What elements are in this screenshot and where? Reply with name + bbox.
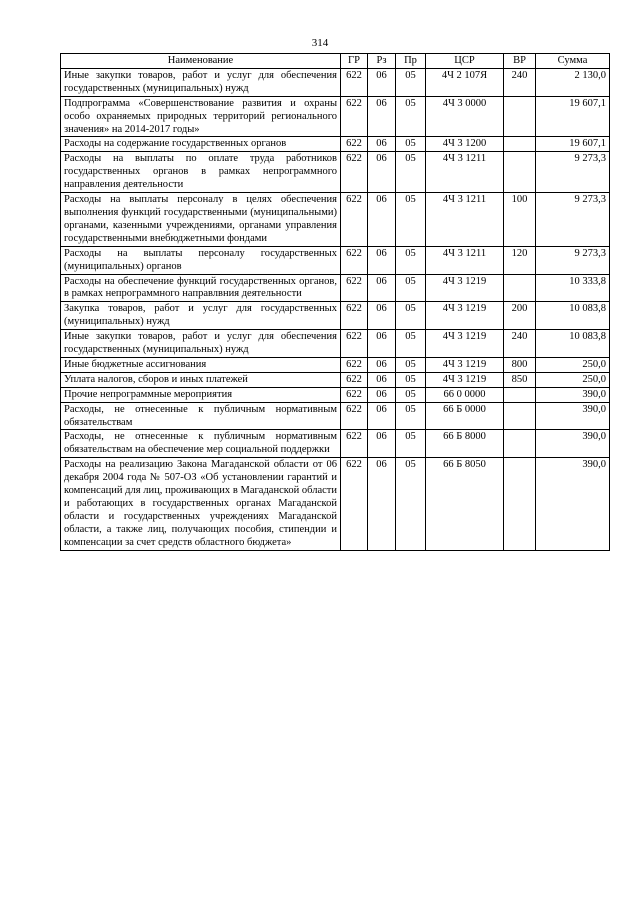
cell-rz: 06 <box>368 193 396 247</box>
cell-name: Прочие непрограммные мероприятия <box>61 387 341 402</box>
cell-csr: 4Ч 3 0000 <box>426 96 504 137</box>
cell-rz: 06 <box>368 152 396 193</box>
cell-rz: 06 <box>368 274 396 302</box>
header-gr: ГР <box>341 54 368 69</box>
cell-gr: 622 <box>341 330 368 358</box>
table-header <box>61 54 610 69</box>
cell-rz: 06 <box>368 137 396 152</box>
cell-rz: 06 <box>368 246 396 274</box>
cell-csr: 4Ч 2 107Я <box>426 68 504 96</box>
table-row <box>61 246 610 274</box>
cell-vr <box>504 430 536 458</box>
cell-name: Иные закупки товаров, работ и услуг для обеспечения государственных (муниципальных) нужд <box>61 330 341 358</box>
cell-vr: 850 <box>504 372 536 387</box>
cell-rz: 06 <box>368 430 396 458</box>
cell-rz: 06 <box>368 96 396 137</box>
header-sum: Сумма <box>536 54 610 69</box>
cell-csr: 4Ч 3 1219 <box>426 372 504 387</box>
cell-gr: 622 <box>341 357 368 372</box>
cell-vr: 240 <box>504 330 536 358</box>
cell-gr: 622 <box>341 68 368 96</box>
cell-rz: 06 <box>368 330 396 358</box>
cell-csr: 4Ч 3 1219 <box>426 302 504 330</box>
cell-name: Иные закупки товаров, работ и услуг для обеспечения государственных (муниципальных) нужд <box>61 68 341 96</box>
cell-sum: 390,0 <box>536 402 610 430</box>
cell-pr: 05 <box>396 96 426 137</box>
cell-vr: 120 <box>504 246 536 274</box>
cell-sum: 10 333,8 <box>536 274 610 302</box>
cell-rz: 06 <box>368 372 396 387</box>
cell-name: Расходы на выплаты персоналу государственных (муниципальных) органов <box>61 246 341 274</box>
cell-vr <box>504 387 536 402</box>
cell-pr: 05 <box>396 274 426 302</box>
cell-csr: 4Ч 3 1211 <box>426 246 504 274</box>
cell-pr: 05 <box>396 68 426 96</box>
table-row <box>61 152 610 193</box>
cell-vr <box>504 274 536 302</box>
cell-gr: 622 <box>341 274 368 302</box>
table-body <box>61 68 610 550</box>
cell-pr: 05 <box>396 193 426 247</box>
cell-rz: 06 <box>368 68 396 96</box>
cell-vr: 240 <box>504 68 536 96</box>
cell-name: Закупка товаров, работ и услуг для государственных (муниципальных) нужд <box>61 302 341 330</box>
header-name: Наименование <box>61 54 341 69</box>
cell-rz: 06 <box>368 357 396 372</box>
cell-name: Расходы, не отнесенные к публичным нормативным обязательствам <box>61 402 341 430</box>
cell-sum: 10 083,8 <box>536 302 610 330</box>
table-row <box>61 96 610 137</box>
cell-csr: 4Ч 3 1219 <box>426 274 504 302</box>
cell-gr: 622 <box>341 402 368 430</box>
cell-sum: 390,0 <box>536 458 610 550</box>
cell-gr: 622 <box>341 246 368 274</box>
header-rz: Рз <box>368 54 396 69</box>
table-row <box>61 68 610 96</box>
cell-name: Уплата налогов, сборов и иных платежей <box>61 372 341 387</box>
table-row <box>61 193 610 247</box>
cell-sum: 390,0 <box>536 387 610 402</box>
cell-sum: 390,0 <box>536 430 610 458</box>
table-row <box>61 430 610 458</box>
header-csr: ЦСР <box>426 54 504 69</box>
cell-name: Расходы, не отнесенные к публичным нормативным обязательствам на обеспечение мер социальной поддержки <box>61 430 341 458</box>
cell-sum: 2 130,0 <box>536 68 610 96</box>
cell-name: Иные бюджетные ассигнования <box>61 357 341 372</box>
cell-pr: 05 <box>396 302 426 330</box>
table-row <box>61 402 610 430</box>
cell-pr: 05 <box>396 372 426 387</box>
cell-pr: 05 <box>396 152 426 193</box>
cell-sum: 250,0 <box>536 357 610 372</box>
cell-vr <box>504 402 536 430</box>
cell-vr: 100 <box>504 193 536 247</box>
cell-rz: 06 <box>368 458 396 550</box>
cell-sum: 9 273,3 <box>536 193 610 247</box>
cell-vr <box>504 137 536 152</box>
cell-gr: 622 <box>341 302 368 330</box>
cell-csr: 4Ч 3 1211 <box>426 193 504 247</box>
cell-name: Расходы на обеспечение функций государственных органов, в рамках непрограммного направлвния деятельности <box>61 274 341 302</box>
cell-gr: 622 <box>341 430 368 458</box>
cell-name: Расходы на реализацию Закона Магаданской области от 06 декабря 2004 года № 507-ОЗ «Об установлении гарантий и компенсаций для лиц, проживающих в Магаданской области и работающих в государственных органах Магаданской области и государственных учреждениях Магаданской области, а также лиц, получающих пособия, стипендии и компенсации за счет средств областного бюджета» <box>61 458 341 550</box>
cell-gr: 622 <box>341 152 368 193</box>
cell-gr: 622 <box>341 387 368 402</box>
cell-vr <box>504 458 536 550</box>
cell-gr: 622 <box>341 137 368 152</box>
cell-sum: 19 607,1 <box>536 96 610 137</box>
table-row <box>61 372 610 387</box>
cell-rz: 06 <box>368 302 396 330</box>
cell-name: Расходы на выплаты по оплате труда работников государственных органов в рамках непрограммного направления деятельности <box>61 152 341 193</box>
cell-pr: 05 <box>396 137 426 152</box>
cell-csr: 66 Б 0000 <box>426 402 504 430</box>
cell-pr: 05 <box>396 430 426 458</box>
cell-vr: 800 <box>504 357 536 372</box>
cell-vr <box>504 96 536 137</box>
header-row <box>61 54 610 69</box>
cell-gr: 622 <box>341 96 368 137</box>
cell-name: Расходы на содержание государственных органов <box>61 137 341 152</box>
cell-pr: 05 <box>396 458 426 550</box>
cell-pr: 05 <box>396 357 426 372</box>
cell-sum: 9 273,3 <box>536 246 610 274</box>
cell-rz: 06 <box>368 387 396 402</box>
cell-csr: 66 0 0000 <box>426 387 504 402</box>
cell-vr: 200 <box>504 302 536 330</box>
cell-sum: 9 273,3 <box>536 152 610 193</box>
budget-table <box>60 53 610 551</box>
cell-pr: 05 <box>396 402 426 430</box>
page-number: 314 <box>311 37 329 49</box>
cell-csr: 4Ч 3 1211 <box>426 152 504 193</box>
header-vr: ВР <box>504 54 536 69</box>
table-row <box>61 387 610 402</box>
cell-pr: 05 <box>396 387 426 402</box>
cell-sum: 250,0 <box>536 372 610 387</box>
cell-gr: 622 <box>341 458 368 550</box>
cell-csr: 66 Б 8000 <box>426 430 504 458</box>
cell-csr: 4Ч 3 1219 <box>426 357 504 372</box>
table-row <box>61 330 610 358</box>
cell-name: Подпрограмма «Совершенствование развития и охраны особо охраняемых природных территорий регионального значения» на 2014-2017 годы» <box>61 96 341 137</box>
table-row <box>61 302 610 330</box>
cell-gr: 622 <box>341 372 368 387</box>
table-row <box>61 274 610 302</box>
cell-sum: 10 083,8 <box>536 330 610 358</box>
cell-name: Расходы на выплаты персоналу в целях обеспечения выполнения функций государственными (муниципальными) органами, казенными учреждениями, органами управления государственными внебюджетными фондами <box>61 193 341 247</box>
cell-gr: 622 <box>341 193 368 247</box>
cell-rz: 06 <box>368 402 396 430</box>
cell-pr: 05 <box>396 330 426 358</box>
table-row <box>61 137 610 152</box>
cell-sum: 19 607,1 <box>536 137 610 152</box>
cell-csr: 4Ч 3 1219 <box>426 330 504 358</box>
cell-vr <box>504 152 536 193</box>
cell-csr: 66 Б 8050 <box>426 458 504 550</box>
cell-csr: 4Ч 3 1200 <box>426 137 504 152</box>
header-pr: Пр <box>396 54 426 69</box>
table-row <box>61 357 610 372</box>
cell-pr: 05 <box>396 246 426 274</box>
table-row <box>61 458 610 550</box>
